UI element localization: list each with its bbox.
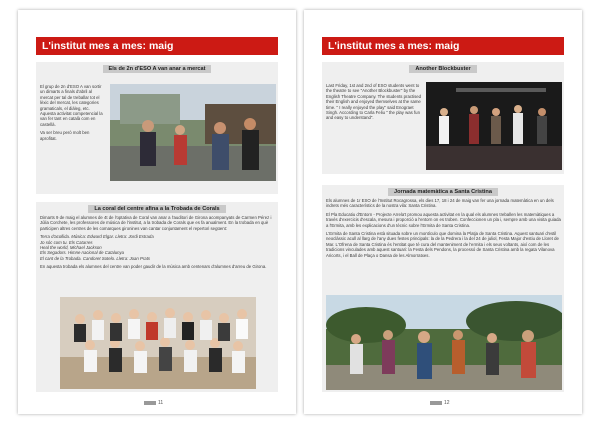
song-item: Els Segadors. Himne nacional de Catalunya — [40, 250, 125, 256]
left-page — [18, 10, 296, 414]
maths-paragraph: Els alumnes de 1r ESO de l'Institut Rocagrossa, els dies 17, 18 i 24 de maig van fer una jornada matemàtica en un dels indrets més característics de la nostra vila: Santa Cristina. — [326, 198, 554, 209]
arrow-left-icon — [144, 401, 156, 405]
theatre-paragraph: Last Friday, 1st and 2nd of ESO students went to the theatre to see "Another Blockbuster" by the English Theatre Company. The students practised their English and enjoyed themselves at the same time. " I really enjoyed the play" said Enograet Singh. According to Carla Feliu " the play was fun and easy to understand". — [326, 83, 422, 121]
left-page-header: L'institut mes a mes: maig — [36, 37, 278, 55]
maths-photo — [326, 295, 562, 390]
section-title-theatre: Another Blockbuster — [409, 65, 476, 73]
theatre-photo — [426, 82, 562, 170]
market-photo — [110, 84, 276, 181]
choir-paragraph: Dimarts 9 de maig el alumnes de 4t de l'optativa de Coral van anar a l'auditori de Girona acompanyats de Carmen Pérez i Júlia Corchete, les professores de música de l'institut, a la trobada de Corals que es fa anualment. En la trobada en què participen altres centres de les comarques gironines van cantar conjuntament el repertori següent: — [40, 215, 272, 231]
arrow-left-icon — [430, 401, 442, 405]
choir-closing: En aquesta trobada els alumnes del centre van poder gaudir de la música amb centenars d'alumnes d'arreu de Girona. — [40, 264, 267, 270]
maths-text — [326, 198, 562, 261]
maths-paragraph: El Pla Educatiu d'Entorn - Projecte Arrela't promou aquesta activitat en la qual els alumnes treballen les matemàtiques a través d'exercicis d'escala, mesura i proporció a l'entorn on es troben. Confeccionen un pla i, sempre amb una visita guiada a l'Ermita, amb les explicacions d'un tècnic sobre l'Ermita de Santa Cristina. — [326, 211, 561, 228]
song-item: Heal the world, Michael Jackson — [40, 245, 102, 251]
section-title-market: Els de 2n d'ESO A van anar a mercat — [103, 65, 212, 73]
section-title-choir: La coral del centre afina a la Trobada de Corals — [88, 205, 225, 213]
market-paragraph: Va ser breu però molt ben aprofitat. — [40, 130, 90, 141]
song-list — [40, 234, 276, 261]
song-item: Terra d'acollida. Música: Edward Elgar. Lletra: Jordi Estrada — [40, 234, 154, 240]
theatre-text — [326, 83, 422, 124]
song-item: El cant de la Trobada. Candoret Sotelo. Lletra: Joan Prats — [40, 255, 151, 261]
song-item: Jo sóc com tu. Els Catarres — [40, 239, 93, 245]
choir-photo — [60, 297, 256, 389]
market-text — [40, 84, 106, 144]
page-number-left: 11 — [144, 400, 163, 406]
right-page-header: L'institut mes a mes: maig — [322, 37, 564, 55]
maths-paragraph: L'Ermita de Santa Cristina està situada sobre un montículo que domina la Platja de Santa Cristina. Aquest santuari d'estil neoclàssic acull al llarg de l'any dues festes principals: la de la Pedrera i la del 24 de juliol, Festa Major d'estiu de Lloret de Mar. L'Ofrena de Santa Cristina és l'entitat que té cura del manteniment de l'ermita i els seus voltants, així com de les tradicions vinculades amb aquest santuari: la Festa dels Pendons, la processó de Santa Cristina amb la regata Vilanova Aricorts, i el Ball de Plaça o Dansa de les Almorratxes. — [326, 231, 559, 258]
right-page — [304, 10, 582, 414]
choir-text — [40, 215, 276, 273]
page-number-right: 12 — [430, 400, 450, 406]
section-title-maths: Jornada matemàtica a Santa Cristina — [388, 188, 498, 196]
market-paragraph: El grup de 2n d'ESO A van sortir un dimarts a finals d'abril al mercat per tal de treballar tot el lèxic del mercat, les categories gramaticals, el diàleg, etc. Aquesta activitat competencial la van fer tant en català com en castellà. — [40, 84, 103, 127]
